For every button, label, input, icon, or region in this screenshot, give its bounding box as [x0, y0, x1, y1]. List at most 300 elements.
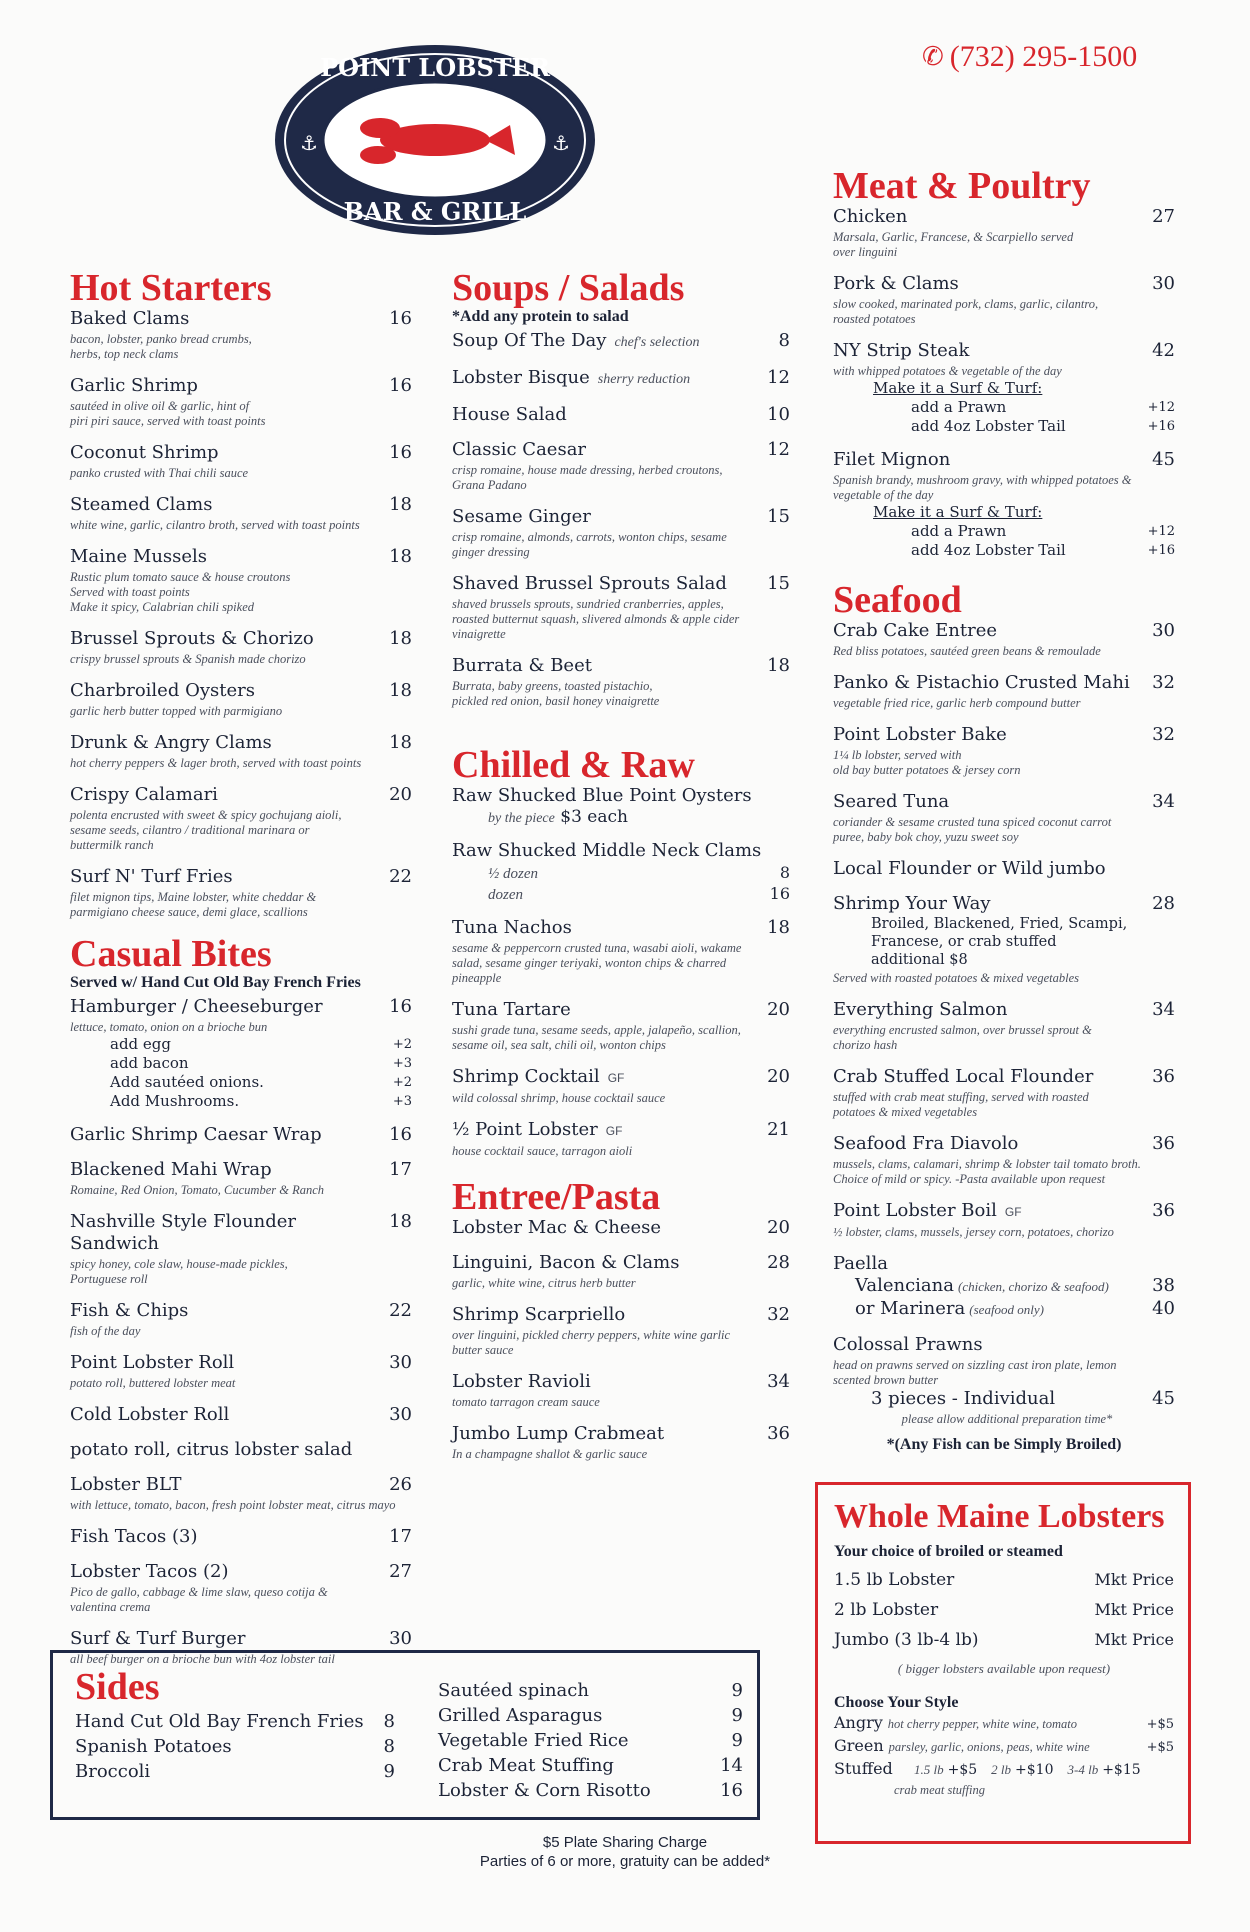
item-name-wrap: [70, 546, 207, 568]
addon-price: +12: [1147, 524, 1175, 539]
item-name: Fish Tacos (3): [70, 1526, 198, 1547]
addon-row: [833, 541, 1175, 560]
item-desc: garlic herb butter topped with parmigiano: [70, 704, 283, 718]
menu-item: [833, 791, 1175, 845]
item-price: 16: [389, 996, 412, 1017]
item-desc: vegetable fried rice, garlic herb compound butter: [833, 696, 1081, 710]
menu-item: [70, 1404, 412, 1426]
item-name-wrap: [70, 494, 212, 516]
item-desc: coriander & sesame crusted tuna spiced coconut carrot puree, baby bok choy, yuzu sweet soy: [833, 815, 1112, 844]
seafood-list-a: [833, 620, 1175, 880]
item-name-wrap: [452, 439, 586, 461]
item-name-wrap: [70, 1124, 322, 1146]
item-name-wrap: [833, 858, 1106, 880]
option-price: 16: [769, 884, 790, 903]
style-price: +$5: [1146, 1740, 1174, 1755]
item-desc: Served with roasted potatoes & mixed vegetables: [833, 971, 1080, 985]
item-desc: with lettuce, tomato, bacon, fresh point lobster meat, citrus mayo: [70, 1498, 396, 1512]
casual-bites-title: Casual Bites: [70, 933, 272, 975]
menu-item: [70, 1124, 412, 1146]
lobster-size-row: [834, 1565, 1174, 1595]
item-name: Nashville Style Flounder Sandwich: [70, 1211, 297, 1254]
surf-turf-addons: [833, 522, 1175, 560]
menu-item: [70, 442, 412, 481]
menu-item: [70, 308, 412, 362]
menu-item: [70, 1159, 412, 1198]
item-name-wrap: [70, 1439, 352, 1461]
item-name: Lobster Tacos (2): [70, 1561, 229, 1582]
option-note: (seafood only): [969, 1302, 1045, 1317]
seafood-title: Seafood: [833, 579, 962, 621]
stuffed-price: +$15: [1102, 1762, 1141, 1778]
chilled-raw-title: Chilled & Raw: [452, 744, 695, 786]
item-name: Lobster Bisque: [452, 367, 590, 388]
item-price: 45: [1152, 1388, 1175, 1409]
footer-sharing-charge: $5 Plate Sharing Charge: [542, 1834, 708, 1851]
side-row: [75, 1734, 395, 1759]
side-name: Broccoli: [75, 1761, 151, 1782]
sides-left-list: [75, 1709, 395, 1784]
item-price: 18: [389, 1211, 412, 1232]
item-name: Seared Tuna: [833, 791, 950, 812]
item-price: 18: [767, 917, 790, 938]
addon-price: +3: [392, 1094, 412, 1109]
side-name: Vegetable Fried Rice: [438, 1730, 629, 1751]
item-name-wrap: [70, 442, 219, 464]
item-name-wrap: [833, 273, 959, 295]
item-desc: filet mignon tips, Maine lobster, white cheddar & parmigiano cheese sauce, demi glace, scallions: [70, 890, 317, 919]
menu-item: [70, 494, 412, 533]
menu-item: [70, 732, 412, 771]
item-price: 32: [1152, 724, 1175, 745]
menu-item: [70, 1300, 412, 1339]
addon-price: +2: [392, 1075, 412, 1090]
side-row: [438, 1753, 743, 1778]
side-name: Lobster & Corn Risotto: [438, 1780, 651, 1801]
phone-number[interactable]: [922, 40, 1137, 74]
item-price: 12: [767, 439, 790, 460]
item-price: 15: [767, 573, 790, 594]
item-name: Point Lobster Boil: [833, 1200, 997, 1221]
item-desc: crisp romaine, almonds, carrots, wonton chips, sesame ginger dressing: [452, 530, 727, 559]
restaurant-logo: [270, 40, 600, 244]
clams-options: [452, 862, 790, 904]
addon-price: +2: [392, 1037, 412, 1052]
item-name-wrap: [70, 1628, 245, 1650]
soups-salads-title: Soups / Salads: [452, 267, 685, 309]
item-desc: 1¼ lb lobster, served with old bay butter potatoes & jersey corn: [833, 748, 1021, 777]
item-name: Surf & Turf Burger: [70, 1628, 246, 1649]
side-price: 8: [383, 1736, 395, 1757]
menu-item: [70, 375, 412, 429]
item-name: Lobster BLT: [70, 1474, 182, 1495]
item-name: Crab Stuffed Local Flounder: [833, 1066, 1094, 1087]
paella-option: [833, 1275, 1175, 1298]
burger-addons: [70, 1035, 412, 1111]
size-label: 2 lb Lobster: [834, 1600, 939, 1620]
item-name-wrap: [833, 206, 907, 228]
stuffed-weight: 3-4 lb: [1067, 1762, 1099, 1777]
menu-item: [833, 1066, 1175, 1120]
menu-item: [70, 1352, 412, 1391]
side-price: 9: [731, 1680, 743, 1701]
gf-badge: GF: [1004, 1205, 1022, 1219]
menu-item: [70, 680, 412, 719]
style-name: Green: [834, 1736, 884, 1755]
menu-item: [452, 999, 790, 1053]
item-desc: head on prawns served on sizzling cast iron plate, lemon scented brown butter: [833, 1358, 1117, 1387]
item-name-wrap: [70, 1561, 228, 1583]
item-name: Brussel Sprouts & Chorizo: [70, 628, 314, 649]
item-desc: house cocktail sauce, tarragon aioli: [452, 1144, 633, 1158]
logo-bottom-text: BAR & GRILL: [343, 197, 527, 226]
item-desc: fish of the day: [70, 1324, 141, 1338]
item-name-wrap: [833, 1133, 1018, 1155]
item-name-wrap: [452, 1252, 679, 1274]
item-price: 18: [389, 546, 412, 567]
item-desc: all beef burger on a brioche bun with 4oz lobster tail: [70, 1652, 335, 1666]
item-name: Point Lobster Bake: [833, 724, 1007, 745]
item-name: Blackened Mahi Wrap: [70, 1159, 272, 1180]
addon-row: [70, 1073, 412, 1092]
item-name-wrap: [452, 1304, 625, 1326]
filet-item: [833, 449, 1175, 560]
item-desc: over linguini, pickled cherry peppers, white wine garlic butter sauce: [452, 1328, 731, 1357]
item-desc: with whipped potatoes & vegetable of the day: [833, 364, 1062, 378]
option-price: 40: [1152, 1298, 1175, 1319]
item-name-wrap: [452, 1371, 591, 1393]
strip-steak-item: [833, 340, 1175, 436]
item-desc: potato roll, buttered lobster meat: [70, 1376, 236, 1390]
addon-row: [833, 398, 1175, 417]
menu-item: [452, 1217, 790, 1239]
item-name: Classic Caesar: [452, 439, 587, 460]
item-name-wrap: [70, 628, 314, 650]
stuffed-desc: crab meat stuffing: [894, 1783, 985, 1797]
column-middle: [452, 268, 790, 1475]
addon-label: Add Mushrooms.: [110, 1092, 240, 1110]
shrimp-extra: additional $8: [871, 952, 968, 968]
item-desc: sautéed in olive oil & garlic, hint of piri piri sauce, served with toast points: [70, 399, 266, 428]
item-price: 36: [1152, 1200, 1175, 1221]
item-desc: Rustic plum tomato sauce & house croutons Served with toast points Make it spicy, Calabrian chili spiked: [70, 570, 291, 614]
item-desc: bacon, lobster, panko bread crumbs, herbs, top neck clams: [70, 332, 252, 361]
item-price: 16: [389, 375, 412, 396]
menu-item: [833, 858, 1175, 880]
stuffed-option: [914, 1758, 977, 1781]
item-desc: Marsala, Garlic, Francese, & Scarpiello served over linguini: [833, 230, 1074, 259]
item-note: by the piece: [488, 811, 555, 826]
item-price: 36: [1152, 1133, 1175, 1154]
item-price: 18: [767, 655, 790, 676]
item-name-wrap: [70, 1211, 389, 1255]
lobster-size-row: [834, 1625, 1174, 1655]
surf-turf-label: Make it a Surf & Turf:: [873, 503, 1043, 521]
style-desc: parsley, garlic, onions, peas, white wine: [888, 1740, 1090, 1754]
item-price: 26: [389, 1474, 412, 1495]
item-price: 18: [389, 494, 412, 515]
menu-item: [452, 1371, 790, 1410]
item-name-wrap: [833, 999, 1007, 1021]
item-price: 16: [389, 1124, 412, 1145]
item-name: Shrimp Your Way: [833, 893, 991, 914]
option-price: 8: [779, 863, 790, 882]
item-name-wrap: [70, 1404, 229, 1426]
stuffed-options: [914, 1758, 1141, 1781]
seafood-footnote: *(Any Fish can be Simply Broiled): [886, 1436, 1122, 1453]
clam-option: [452, 862, 790, 883]
item-name-wrap: [70, 1352, 234, 1374]
surf-turf-addons: [833, 398, 1175, 436]
menu-item: [833, 999, 1175, 1053]
item-name: Everything Salmon: [833, 999, 1008, 1020]
item-desc: lettuce, tomato, onion on a brioche bun: [70, 1020, 268, 1034]
item-desc: mussels, clams, calamari, shrimp & lobster tail tomato broth. Choice of mild or spicy. -Pasta available upon request: [833, 1157, 1141, 1186]
column-left: [70, 268, 412, 1680]
stuffed-option: [991, 1758, 1053, 1781]
phone-icon: ✆: [922, 42, 944, 72]
item-desc: sushi grade tuna, sesame seeds, apple, jalapeño, scallion, sesame oil, sea salt, chili oil, wonton chips: [452, 1023, 741, 1052]
addon-price: +16: [1147, 543, 1175, 558]
item-name: Baked Clams: [70, 308, 190, 329]
item-desc: white wine, garlic, cilantro broth, served with toast points: [70, 518, 360, 532]
item-desc: crisp romaine, house made dressing, herbed croutons, Grana Padano: [452, 463, 723, 492]
clam-option: [452, 883, 790, 904]
side-name: Grilled Asparagus: [438, 1705, 603, 1726]
menu-item: [70, 866, 412, 920]
item-name-wrap: [833, 791, 949, 813]
size-price: Mkt Price: [1094, 1570, 1174, 1589]
menu-item: [833, 273, 1175, 327]
item-price: 42: [1152, 340, 1175, 361]
menu-item: [452, 404, 790, 426]
addon-price: +3: [392, 1056, 412, 1071]
item-price: 16: [389, 442, 412, 463]
side-row: [438, 1728, 743, 1753]
column-right: [833, 166, 1175, 1458]
style-title: Choose Your Style: [834, 1694, 959, 1711]
item-price: 45: [1152, 449, 1175, 470]
style-name: Angry: [834, 1713, 883, 1732]
style-desc: hot cherry pepper, white wine, tomato: [887, 1717, 1078, 1731]
item-name-wrap: [452, 1119, 622, 1142]
item-desc: crispy brussel sprouts & Spanish made chorizo: [70, 652, 306, 666]
item-price: 20: [767, 999, 790, 1020]
item-name: Coconut Shrimp: [70, 442, 219, 463]
chilled-raw-list: [452, 917, 790, 1159]
menu-item: [70, 1439, 412, 1461]
item-name-wrap: [70, 1300, 188, 1322]
menu-item: [70, 1526, 412, 1548]
item-name: Lobster Mac & Cheese: [452, 1217, 662, 1238]
item-name: Shrimp Cocktail: [452, 1066, 600, 1087]
item-name: Tuna Nachos: [452, 917, 572, 938]
menu-item: [452, 655, 790, 709]
item-name: Shaved Brussel Sprouts Salad: [452, 573, 727, 594]
menu-item: [70, 1211, 412, 1287]
addon-row: [70, 1092, 412, 1111]
item-name-wrap: [833, 672, 1130, 694]
menu-item: [70, 628, 412, 667]
addon-label: add egg: [110, 1035, 171, 1053]
item-price: 18: [389, 680, 412, 701]
item-name-wrap: [452, 1066, 624, 1089]
item-name: Jumbo Lump Crabmeat: [452, 1423, 665, 1444]
item-name: Drunk & Angry Clams: [70, 732, 272, 753]
side-row: [75, 1709, 395, 1734]
whole-lobsters-title: Whole Maine Lobsters: [834, 1498, 1165, 1535]
item-name-wrap: [70, 784, 218, 806]
side-row: [75, 1759, 395, 1784]
item-price: 28: [767, 1252, 790, 1273]
item-name: Crispy Calamari: [70, 784, 218, 805]
item-price: 12: [767, 367, 790, 388]
item-name: Sesame Ginger: [452, 506, 591, 527]
item-desc: hot cherry peppers & lager broth, served with toast points: [70, 756, 362, 770]
prawns-option: 3 pieces - Individual: [871, 1388, 1056, 1409]
item-name-wrap: [833, 620, 997, 642]
menu-item: [452, 1423, 790, 1462]
item-name-wrap: [452, 1423, 664, 1445]
item-name-wrap: [452, 404, 567, 426]
lobster-styles: [834, 1712, 1174, 1758]
side-price: 9: [731, 1705, 743, 1726]
item-price: 30: [1152, 620, 1175, 641]
item-name-wrap: [452, 330, 699, 354]
style-price: +$5: [1146, 1717, 1174, 1732]
item-price: 18: [389, 628, 412, 649]
size-label: 1.5 lb Lobster: [834, 1570, 955, 1590]
item-name-wrap: [833, 724, 1007, 746]
item-desc: Pico de gallo, cabbage & lime slaw, queso cotija & valentina crema: [70, 1585, 328, 1614]
menu-item: [452, 1304, 790, 1358]
item-name: Fish & Chips: [70, 1300, 189, 1321]
menu-item: [452, 439, 790, 493]
item-price: 34: [767, 1371, 790, 1392]
item-name-wrap: [70, 308, 189, 330]
menu-item: [452, 917, 790, 986]
item-price: 10: [767, 404, 790, 425]
item-price: $3 each: [560, 807, 628, 827]
item-name: Raw Shucked Middle Neck Clams: [452, 840, 762, 861]
item-price: 22: [389, 1300, 412, 1321]
side-row: [438, 1703, 743, 1728]
item-price: 30: [389, 1404, 412, 1425]
option-note: (chicken, chorizo & seafood): [957, 1279, 1109, 1294]
hot-starters-title: Hot Starters: [70, 267, 272, 309]
meat-poultry-list: [833, 206, 1175, 327]
item-name: Soup Of The Day: [452, 330, 607, 351]
item-name: Paella: [833, 1253, 888, 1274]
item-name: Point Lobster Roll: [70, 1352, 235, 1373]
item-desc: ½ lobster, clams, mussels, jersey corn, potatoes, chorizo: [833, 1225, 1114, 1239]
item-price: 20: [767, 1217, 790, 1238]
item-name: Surf N' Turf Fries: [70, 866, 233, 887]
item-price: 36: [767, 1423, 790, 1444]
item-price: 32: [767, 1304, 790, 1325]
item-name: Local Flounder or Wild jumbo: [833, 858, 1106, 879]
item-name-wrap: [452, 573, 727, 595]
item-name: Garlic Shrimp: [70, 375, 198, 396]
addon-label: add a Prawn: [911, 522, 1007, 540]
item-name-wrap: [452, 367, 690, 391]
stuffed-row: [834, 1758, 1174, 1781]
size-label: Jumbo (3 lb-4 lb): [834, 1630, 979, 1650]
item-desc: spicy honey, cole slaw, house-made pickles, Portuguese roll: [70, 1257, 288, 1286]
shrimp-your-way-item: [833, 893, 1175, 986]
item-name: Shrimp Scarpriello: [452, 1304, 626, 1325]
item-name-wrap: [70, 1474, 181, 1496]
item-price: 27: [389, 1561, 412, 1582]
menu-item: [70, 1561, 412, 1615]
item-price: 21: [767, 1119, 790, 1140]
menu-item: [452, 330, 790, 354]
phone-text: (732) 295-1500: [949, 40, 1138, 73]
item-name-wrap: [70, 1159, 272, 1181]
item-price: 30: [389, 1352, 412, 1373]
item-name: Filet Mignon: [833, 449, 951, 470]
item-name: Seafood Fra Diavolo: [833, 1133, 1019, 1154]
style-wrap: [834, 1712, 1077, 1735]
item-price: 27: [1152, 206, 1175, 227]
addon-row: [833, 522, 1175, 541]
menu-item: [452, 1119, 790, 1159]
item-price: 15: [767, 506, 790, 527]
side-name: Spanish Potatoes: [75, 1736, 232, 1757]
item-name-wrap: [70, 732, 272, 754]
item-name-wrap: [833, 1200, 1022, 1223]
item-name: Lobster Ravioli: [452, 1371, 591, 1392]
surf-turf-label: Make it a Surf & Turf:: [873, 379, 1043, 397]
whole-lobsters-box: [815, 1482, 1191, 1844]
svg-text:⚓: ⚓: [552, 131, 570, 155]
side-name: Crab Meat Stuffing: [438, 1755, 614, 1776]
side-row: [438, 1778, 743, 1803]
option-label: ½ dozen: [488, 866, 538, 882]
stuffed-price: +$10: [1015, 1762, 1054, 1778]
item-name: Chicken: [833, 206, 908, 227]
oysters-item: [452, 785, 790, 827]
item-name-wrap: [70, 375, 198, 397]
item-price: 34: [1152, 791, 1175, 812]
menu-item: [833, 672, 1175, 711]
menu-item: [452, 573, 790, 642]
item-inline-note: chef's selection: [614, 335, 700, 350]
stuffed-name: Stuffed: [834, 1759, 893, 1778]
item-name: ½ Point Lobster: [452, 1119, 598, 1140]
item-name: Burrata & Beet: [452, 655, 592, 676]
item-name-wrap: [452, 917, 572, 939]
menu-item: [833, 620, 1175, 659]
side-price: 9: [383, 1761, 395, 1782]
stuffed-option: [1068, 1758, 1141, 1781]
item-desc: In a champagne shallot & garlic sauce: [452, 1447, 648, 1461]
addon-label: add bacon: [110, 1054, 189, 1072]
meat-poultry-title: Meat & Poultry: [833, 165, 1091, 207]
item-name: Tuna Tartare: [452, 999, 571, 1020]
stuffed-weight: 2 lb: [991, 1762, 1012, 1777]
style-wrap: [834, 1735, 1090, 1758]
side-price: 16: [720, 1780, 743, 1801]
item-price: 17: [389, 1526, 412, 1547]
paella-options: [833, 1275, 1175, 1321]
item-name-wrap: [70, 866, 233, 888]
item-name-wrap: [452, 1217, 661, 1239]
lobster-sizes: [834, 1565, 1174, 1655]
item-desc: everything encrusted salmon, over brussel sprout & chorizo hash: [833, 1023, 1092, 1052]
item-name: Steamed Clams: [70, 494, 213, 515]
option-label: Valenciana: [855, 1275, 954, 1296]
